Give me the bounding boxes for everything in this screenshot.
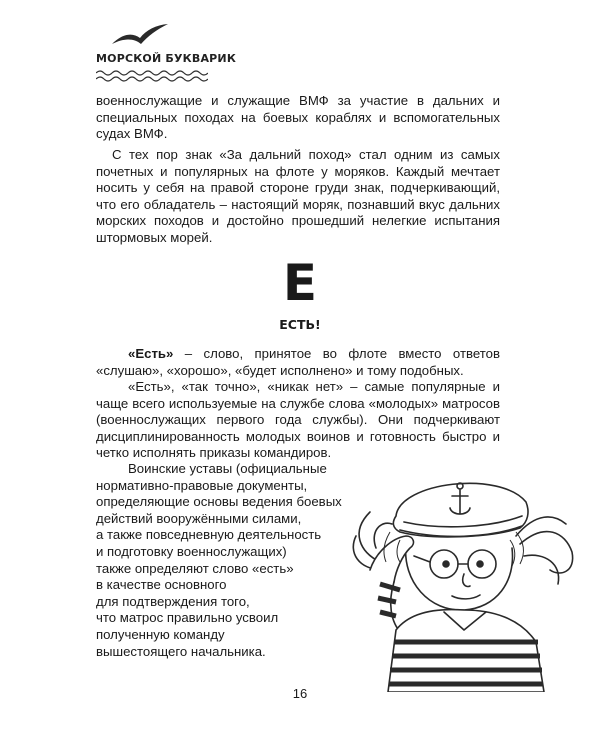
text-line: определяющие основы ведения боевых bbox=[96, 494, 342, 510]
text-line: полученную команду bbox=[96, 626, 225, 642]
seagull-icon bbox=[110, 22, 170, 50]
waves-icon bbox=[96, 68, 208, 84]
series-header bbox=[96, 18, 256, 78]
section-title: ЕСТЬ! bbox=[279, 317, 321, 332]
text-line: вышестоящего начальника. bbox=[96, 643, 266, 659]
text-line: Воинские уставы (официальные bbox=[128, 461, 327, 476]
text-line: также определяют слово «есть» bbox=[96, 560, 294, 576]
text-line: и подготовку военнослужащих) bbox=[96, 543, 287, 559]
definition-text: – слово, принятое во флоте вместо ответов «слушаю», «хорошо», «будет исполнено» и тому подобных. bbox=[96, 346, 500, 378]
text-line: что матрос правильно усвоил bbox=[96, 610, 279, 626]
text-line: а также повседневную деятельность bbox=[96, 527, 322, 543]
paragraph-badge-description: С тех пор знак «За дальний поход» стал одним из самых почетных и популярных на флоте у моряков. Каждый мечтает носить у себя на правой стороне груди знак, подчеркивающий, что его обладатель – настоящий моряк, познавший вкус дальних морских походов и достойно прошедший нелегкие испытания штормовых морей. bbox=[96, 147, 500, 245]
paragraph-definition bbox=[96, 346, 500, 379]
text-line: действий вооружёнными силами, bbox=[96, 510, 302, 526]
section-letter: Е bbox=[282, 254, 318, 312]
defined-term: «Есть» bbox=[128, 346, 174, 361]
sailor-saluting-illustration bbox=[340, 452, 580, 692]
text-line: в качестве основного bbox=[96, 577, 227, 593]
text-line: нормативно-правовые документы, bbox=[96, 477, 308, 493]
page-number: 16 bbox=[292, 686, 308, 701]
text-line: для подтверждения того, bbox=[96, 593, 250, 609]
paragraph-usage: «Есть», «так точно», «никак нет» – самые популярные и чаще всего используемые на службе слова «молодых» матросов (военнослужащих первого года службы). Они подчеркивают дисциплинированность молодых воинов и готовность быстро и четко исполнять приказы командиров. bbox=[96, 379, 500, 461]
series-title: МОРСКОЙ БУКВАРИК bbox=[96, 52, 237, 65]
paragraph-continuation: военнослужащие и служащие ВМФ за участие в дальних и специальных походах на боевых кораблях и вспомогательных судах ВМФ. bbox=[96, 93, 500, 142]
